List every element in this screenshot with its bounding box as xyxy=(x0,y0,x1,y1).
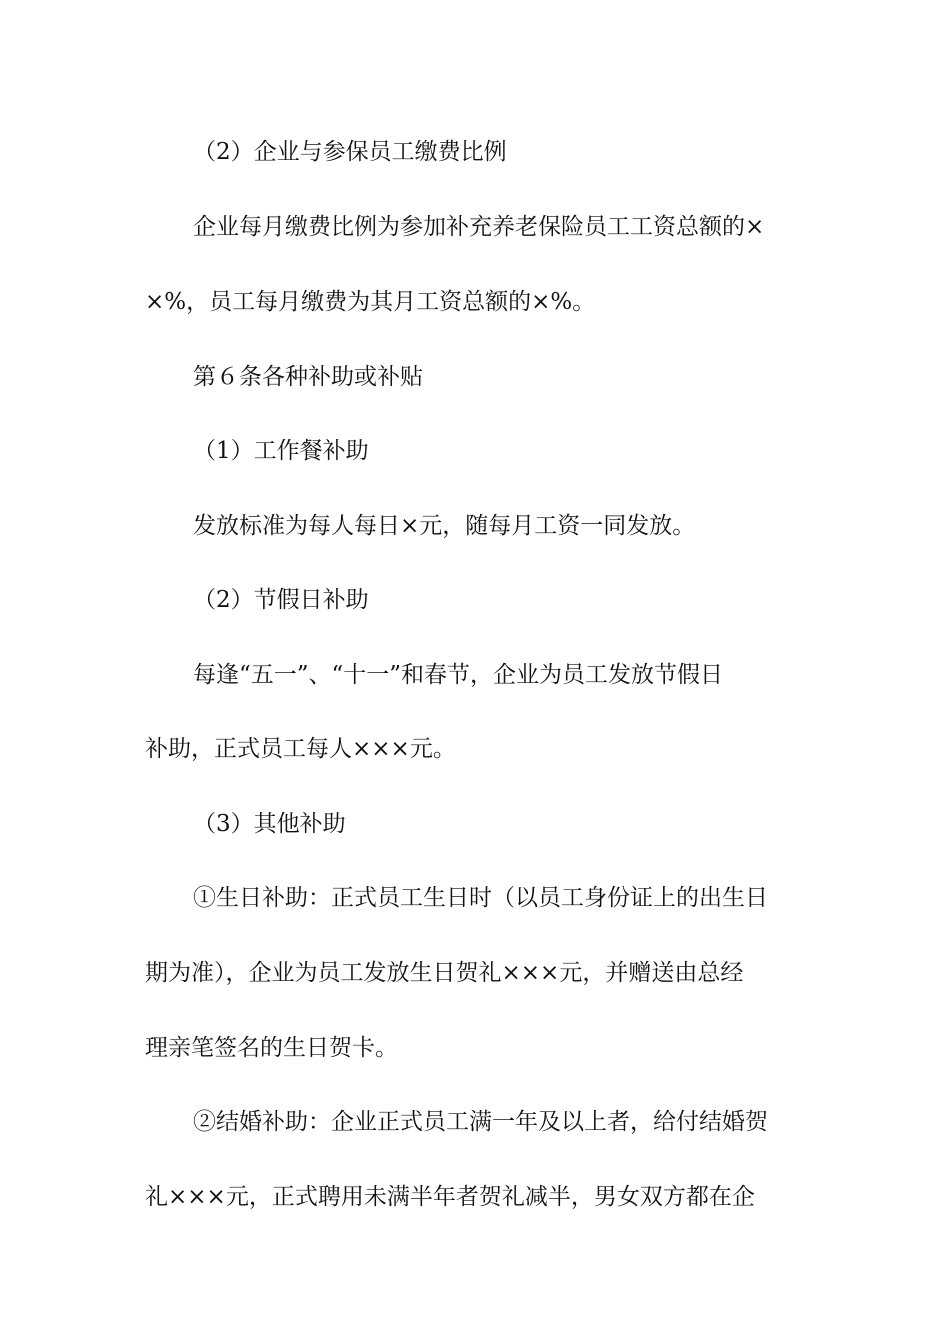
paragraph-line: ①生日补助：正式员工生日时（以员工身份证上的出生日 xyxy=(193,885,768,911)
paragraph-line: ×%，员工每月缴费为其月工资总额的×%。 xyxy=(145,289,596,315)
article-heading: 第６条各种补助或补贴 xyxy=(193,364,423,390)
paragraph-line: 企业每月缴费比例为参加补充养老保险员工工资总额的× xyxy=(193,214,765,240)
subheading-holiday-allowance: （2）节假日补助 xyxy=(193,587,369,613)
paragraph-line: 礼×××元，正式聘用未满半年者贺礼减半，男女双方都在企 xyxy=(145,1184,755,1210)
paragraph-line: 期为准），企业为员工发放生日贺礼×××元，并赠送由总经 xyxy=(145,960,744,986)
paragraph-line: 每逢“五一”、“十一”和春节，企业为员工发放节假日 xyxy=(193,662,724,688)
paragraph-line: ②结婚补助：企业正式员工满一年及以上者，给付结婚贺 xyxy=(193,1109,768,1135)
paragraph-line: 发放标准为每人每日×元，随每月工资一同发放。 xyxy=(193,513,696,539)
subheading-other-allowance: （3）其他补助 xyxy=(193,811,346,837)
subheading-contribution-ratio: （2）企业与参保员工缴费比例 xyxy=(193,139,507,165)
subheading-meal-allowance: （1）工作餐补助 xyxy=(193,438,369,464)
paragraph-line: 理亲笔签名的生日贺卡。 xyxy=(145,1035,398,1061)
paragraph-line: 补助，正式员工每人×××元。 xyxy=(145,736,456,762)
